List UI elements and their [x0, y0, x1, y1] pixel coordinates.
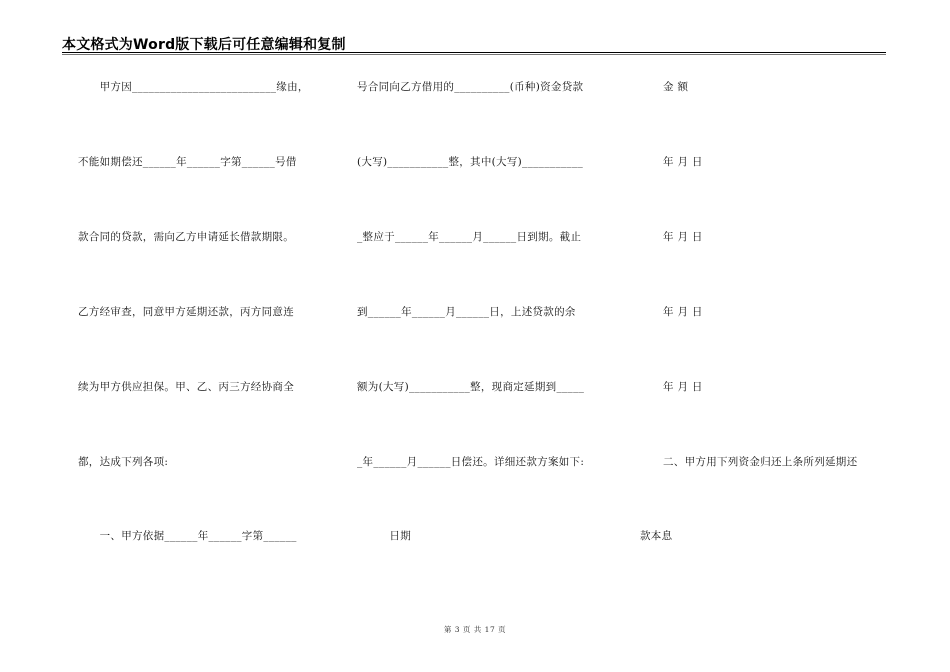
header-rule-secondary — [62, 54, 886, 55]
left-line-5: 续为甲方供应担保。甲、乙、丙三方经协商全 — [78, 381, 294, 393]
header-rule — [62, 52, 886, 53]
right-line-4: 年 月 日 — [663, 306, 703, 318]
left-line-7: 一、甲方依据______年______字第______ — [78, 530, 297, 542]
middle-line-4: 到______年______月______日，上述贷款的余 — [357, 306, 576, 318]
right-line-6: 二、甲方用下列资金归还上条所列延期还 — [663, 456, 858, 468]
right-line-5: 年 月 日 — [663, 381, 703, 393]
right-line-7: 款本息 — [640, 530, 673, 542]
middle-line-1: 号合同向乙方借用的__________(币种)资金贷款 — [357, 81, 584, 93]
right-line-1: 金 额 — [663, 81, 689, 93]
middle-line-3: _整应于______年______月______日到期。截止 — [357, 231, 582, 243]
middle-line-2: (大写)___________整，其中(大写)___________ — [357, 156, 584, 168]
right-line-2: 年 月 日 — [663, 156, 703, 168]
right-line-3: 年 月 日 — [663, 231, 703, 243]
left-line-2: 不能如期偿还______年______字第______号借 — [78, 156, 297, 168]
middle-line-5: 额为(大写)___________整，现商定延期到_____ — [357, 381, 585, 393]
left-line-1: 甲方因__________________________缘由， — [78, 81, 309, 93]
document-header-title: 本文格式为Word版下载后可任意编辑和复制 — [62, 37, 346, 53]
left-line-3: 款合同的贷款，需向乙方申请延长借款期限。 — [78, 231, 294, 243]
page-number-footer: 第 3 页 共 17 页 — [443, 625, 507, 634]
left-line-6: 都，达成下列各项: — [78, 456, 169, 468]
middle-line-7: 日期 — [357, 530, 411, 542]
left-line-4: 乙方经审查，同意甲方延期还款，丙方同意连 — [78, 306, 294, 318]
middle-line-6: _年______月______日偿还。详细还款方案如下: — [357, 456, 585, 468]
